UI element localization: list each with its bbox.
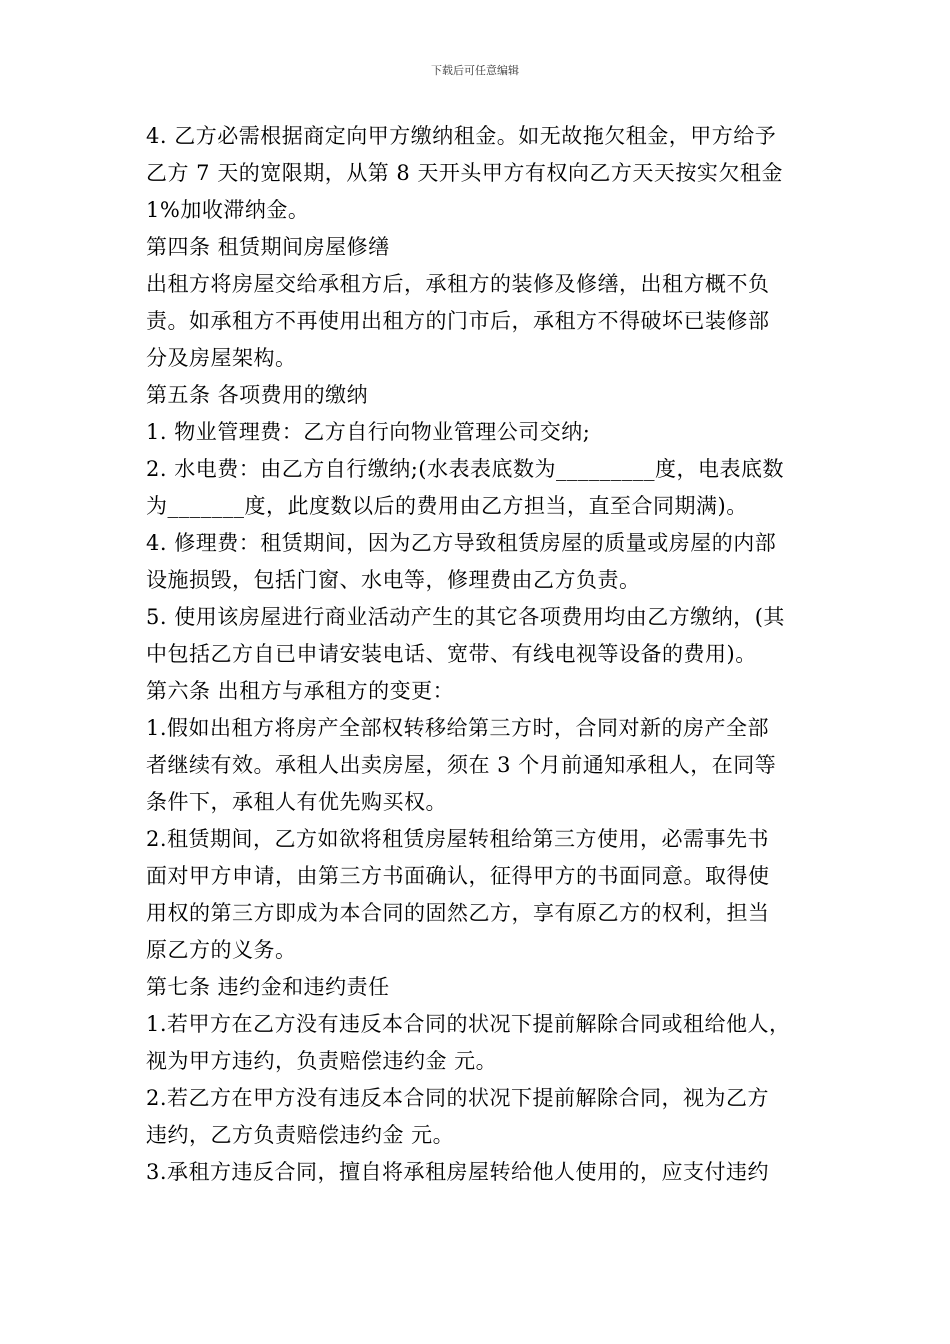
section-heading: 第五条 各项费用的缴纳 <box>146 383 369 407</box>
text-line: 1.假如出租方将房产全部权转移给第三方时，合同对新的房产全部 <box>146 716 770 740</box>
text-line: 1. 物业管理费：乙方自行向物业管理公司交纳; <box>146 420 591 444</box>
text-line: 3.承租方违反合同，擅自将承租房屋转给他人使用的，应支付违约 <box>146 1160 770 1184</box>
text-line: 2.若乙方在甲方没有违反本合同的状况下提前解除合同，视为乙方 <box>146 1086 770 1110</box>
text-line: 用权的第三方即成为本合同的固然乙方，享有原乙方的权利，担当 <box>146 901 770 925</box>
text-line: 2.租赁期间，乙方如欲将租赁房屋转租给第三方使用，必需事先书 <box>146 827 770 851</box>
section-heading: 第四条 租赁期间房屋修缮 <box>146 235 390 259</box>
text-line: 2. 水电费：由乙方自行缴纳;(水表表底数为_________度，电表底数 <box>146 457 784 481</box>
text-line: 1.若甲方在乙方没有违反本合同的状况下提前解除合同或租给他人， <box>146 1012 791 1036</box>
text-line: 违约，乙方负责赔偿违约金 元。 <box>146 1123 455 1147</box>
text-line: 5. 使用该房屋进行商业活动产生的其它各项费用均由乙方缴纳，(其 <box>146 605 785 629</box>
text-line: 责。如承租方不再使用出租方的门市后，承租方不得破坏已装修部 <box>146 309 770 333</box>
text-line: 原乙方的义务。 <box>146 938 297 962</box>
section-heading: 第七条 违约金和违约责任 <box>146 975 390 999</box>
text-line: 4. 乙方必需根据商定向甲方缴纳租金。如无故拖欠租金，甲方给予 <box>146 124 777 148</box>
text-line: 中包括乙方自已申请安装电话、宽带、有线电视等设备的费用)。 <box>146 642 757 666</box>
document-body <box>146 118 818 1191</box>
text-line: 乙方 7 天的宽限期，从第 8 天开头甲方有权向乙方天天按实欠租金 <box>146 161 783 185</box>
text-line: 者继续有效。承租人出卖房屋，须在 3 个月前通知承租人，在同等 <box>146 753 777 777</box>
text-line: 4. 修理费：租赁期间，因为乙方导致租赁房屋的质量或房屋的内部 <box>146 531 777 555</box>
text-line: 为_______度，此度数以后的费用由乙方担当，直至合同期满)。 <box>146 494 748 518</box>
text-line: 分及房屋架构。 <box>146 346 297 370</box>
page-header-note: 下载后可任意编辑 <box>431 64 519 77</box>
text-line: 1%加收滞纳金。 <box>146 198 310 222</box>
text-line: 条件下，承租人有优先购买权。 <box>146 790 447 814</box>
section-heading: 第六条 出租方与承租方的变更： <box>146 679 455 703</box>
text-line: 面对甲方申请，由第三方书面确认，征得甲方的书面同意。取得使 <box>146 864 770 888</box>
text-line: 设施损毁，包括门窗、水电等，修理费由乙方负责。 <box>146 568 641 592</box>
text-line: 出租方将房屋交给承租方后，承租方的装修及修缮，出租方概不负 <box>146 272 770 296</box>
text-line: 视为甲方违约，负责赔偿违约金 元。 <box>146 1049 498 1073</box>
